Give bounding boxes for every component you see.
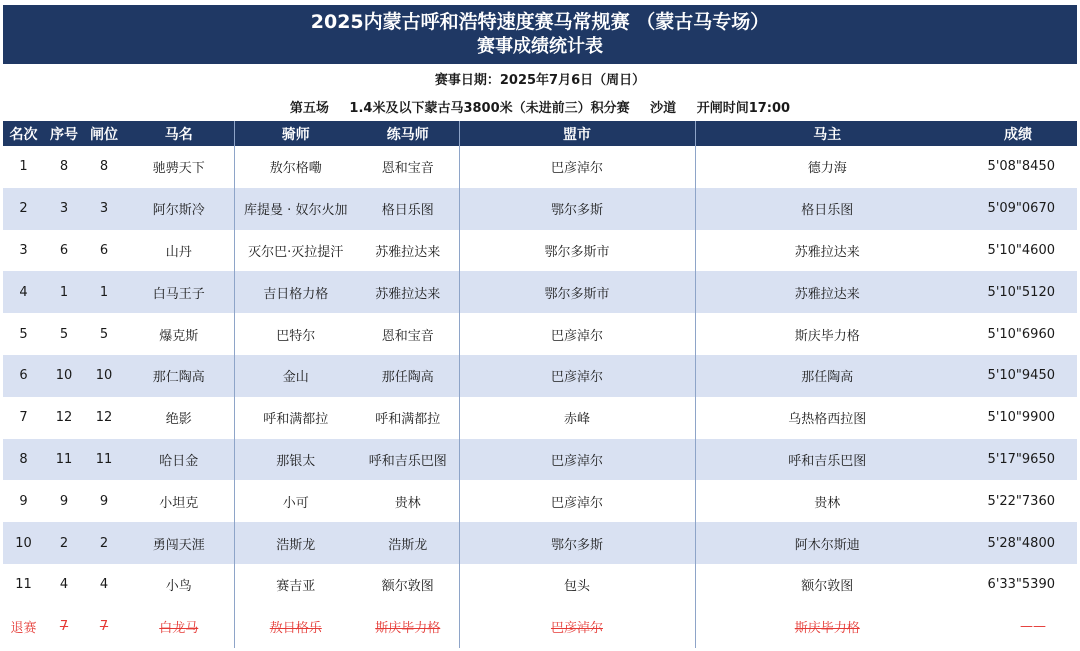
table-row-retired	[3, 606, 1077, 648]
cell-number: 11	[44, 439, 84, 481]
cell-rank: 3	[19, 242, 28, 258]
cell-result: 5'28"4800	[959, 522, 1077, 564]
cell-horse: 勇闯天涯	[124, 522, 234, 564]
cell-rank: 5	[19, 326, 28, 342]
cell-league: 巴彦淖尔	[459, 313, 695, 355]
cell-rank: 8	[3, 439, 44, 481]
cell-jockey: 小可	[234, 480, 357, 522]
header-row	[3, 121, 1077, 146]
cell-trainer: 恩和宝音	[381, 161, 434, 177]
cell-horse: 驰骋天下	[152, 161, 205, 177]
cell-trainer: 额尔敦图	[381, 579, 434, 595]
cell-owner: 格日乐图	[695, 188, 959, 230]
cell-gate: 9	[99, 493, 109, 509]
cell-jockey: 巴特尔	[234, 313, 357, 355]
cell-trainer: 格日乐图	[357, 188, 459, 230]
col-header-owner: 马主	[695, 121, 959, 146]
cell-owner: 苏雅拉达来	[695, 230, 959, 272]
cell-jockey: 敖尔格嘞	[234, 146, 357, 188]
col-header-league: 盟市	[459, 121, 695, 146]
cell-league: 赤峰	[459, 397, 695, 439]
table-row	[3, 188, 1077, 230]
cell-trainer: 呼和吉乐巴图	[357, 439, 459, 481]
race-category: 1.4米及以下蒙古马3800米（未进前三）积分赛	[349, 101, 630, 116]
cell-result: 5'22"7360	[987, 493, 1055, 509]
cell-jockey: 那银太	[234, 439, 357, 481]
cell-number: 4	[59, 577, 69, 593]
cell-number: 9	[59, 493, 69, 509]
cell-result: 5'17"9650	[959, 439, 1077, 481]
col-header-jockey: 骑师	[234, 121, 357, 146]
cell-horse: 小坦克	[159, 495, 199, 511]
cell-trainer: 斯庆毕力格	[375, 621, 441, 637]
cell-result: 5'10"4600	[987, 242, 1055, 258]
cell-rank: 11	[15, 577, 32, 593]
cell-gate: 2	[84, 522, 124, 564]
col-header-trainer: 练马师	[357, 121, 459, 146]
cell-jockey: 浩斯龙	[234, 522, 357, 564]
cell-horse: 哈日金	[124, 439, 234, 481]
cell-rank: 1	[19, 159, 28, 175]
table-row	[3, 313, 1077, 355]
cell-trainer: 呼和满都拉	[375, 412, 441, 428]
cell-owner: 那任陶高	[695, 355, 959, 397]
table-row	[3, 271, 1077, 313]
cell-rank: 6	[3, 355, 44, 397]
cell-gate: 8	[99, 159, 109, 175]
cell-owner: 呼和吉乐巴图	[695, 439, 959, 481]
cell-owner: 额尔敦图	[695, 564, 959, 606]
col-header-rank: 名次	[3, 121, 44, 146]
cell-result: 5'10"9900	[987, 410, 1055, 426]
cell-league: 巴彦淖尔	[459, 146, 695, 188]
start-time: 开闸时间17:00	[696, 101, 791, 116]
cell-league: 包头	[459, 564, 695, 606]
col-header-result: 成绩	[959, 121, 1077, 146]
cell-number: 7	[59, 619, 69, 635]
cell-trainer: 恩和宝音	[381, 328, 434, 344]
table-row	[3, 355, 1077, 397]
cell-jockey: 灭尔巴·灭拉提汗	[234, 230, 357, 272]
cell-trainer: 苏雅拉达来	[375, 244, 441, 260]
cell-number: 12	[55, 410, 73, 426]
cell-owner: 乌热格西拉图	[695, 397, 959, 439]
cell-number: 5	[59, 326, 69, 342]
cell-rank: 4	[3, 271, 44, 313]
race-date: 赛事日期：2025年7月6日（周日）	[434, 73, 646, 88]
cell-rank: 退赛	[10, 621, 37, 637]
title-banner	[3, 5, 1077, 64]
table-row	[3, 564, 1077, 606]
cell-result: 5'10"5120	[959, 271, 1077, 313]
cell-result: 5'10"9450	[959, 355, 1077, 397]
cell-number: 10	[44, 355, 84, 397]
cell-gate: 12	[95, 410, 113, 426]
cell-gate: 3	[84, 188, 124, 230]
cell-horse: 山丹	[165, 244, 192, 260]
cell-gate: 1	[84, 271, 124, 313]
table-row	[3, 522, 1077, 564]
cell-result: 6'33"5390	[987, 577, 1055, 593]
cell-horse: 白龙马	[159, 621, 199, 637]
cell-rank: 7	[19, 410, 28, 426]
cell-gate: 7	[99, 619, 109, 635]
cell-horse: 小鸟	[165, 579, 192, 595]
cell-result: 5'08"8450	[987, 159, 1055, 175]
cell-jockey: 呼和满都拉	[234, 397, 357, 439]
cell-league: 鄂尔多斯市	[459, 271, 695, 313]
cell-trainer: 浩斯龙	[357, 522, 459, 564]
cell-owner: 阿木尔斯迪	[695, 522, 959, 564]
cell-league: 鄂尔多斯	[459, 522, 695, 564]
cell-result: 5'09"0670	[959, 188, 1077, 230]
table-row	[3, 397, 1077, 439]
cell-horse: 绝影	[165, 412, 192, 428]
cell-rank: 9	[19, 493, 28, 509]
race-info	[0, 99, 1080, 119]
cell-gate: 10	[84, 355, 124, 397]
cell-number: 1	[44, 271, 84, 313]
cell-horse: 阿尔斯冷	[124, 188, 234, 230]
cell-owner: 斯庆毕力格	[695, 313, 959, 355]
cell-horse: 那仁陶高	[124, 355, 234, 397]
cell-jockey: 吉日格力格	[234, 271, 357, 313]
cell-owner: 苏雅拉达来	[695, 271, 959, 313]
table-row	[3, 439, 1077, 481]
cell-number: 8	[59, 159, 69, 175]
results-table	[3, 121, 1077, 648]
cell-jockey: 敖日格乐	[234, 606, 357, 648]
cell-rank: 10	[3, 522, 44, 564]
page-title: 2025内蒙古呼和浩特速度赛马常规赛 （蒙古马专场）	[310, 11, 770, 33]
cell-league: 鄂尔多斯	[459, 188, 695, 230]
cell-owner: 斯庆毕力格	[695, 606, 959, 648]
cell-league: 巴彦淖尔	[459, 480, 695, 522]
cell-jockey: 库提曼 · 奴尔火加	[234, 188, 357, 230]
cell-league: 巴彦淖尔	[459, 355, 695, 397]
cell-owner: 德力海	[695, 146, 959, 188]
cell-owner: 贵林	[695, 480, 959, 522]
cell-result: 5'10"6960	[987, 326, 1055, 342]
table-row	[3, 230, 1077, 272]
cell-gate: 11	[84, 439, 124, 481]
cell-horse: 爆克斯	[159, 328, 199, 344]
cell-jockey: 金山	[234, 355, 357, 397]
cell-gate: 5	[99, 326, 109, 342]
cell-league: 巴彦淖尔	[459, 439, 695, 481]
cell-rank: 2	[3, 188, 44, 230]
table-row	[3, 146, 1077, 188]
cell-horse: 白马王子	[124, 271, 234, 313]
cell-trainer: 苏雅拉达来	[357, 271, 459, 313]
cell-gate: 6	[99, 242, 109, 258]
col-header-gate: 闸位	[84, 121, 124, 146]
track-type: 沙道	[650, 101, 677, 116]
cell-gate: 4	[99, 577, 109, 593]
cell-trainer: 那任陶高	[357, 355, 459, 397]
cell-league: 鄂尔多斯市	[459, 230, 695, 272]
cell-number: 2	[44, 522, 84, 564]
col-header-number: 序号	[44, 121, 84, 146]
cell-number: 3	[44, 188, 84, 230]
cell-trainer: 贵林	[394, 495, 421, 511]
cell-result: ——	[1020, 619, 1046, 635]
race-number: 第五场	[289, 101, 329, 116]
cell-jockey: 赛吉亚	[234, 564, 357, 606]
cell-league: 巴彦淖尔	[459, 606, 695, 648]
cell-number: 6	[59, 242, 69, 258]
col-header-horse: 马名	[124, 121, 234, 146]
table-row	[3, 480, 1077, 522]
page-subtitle: 赛事成绩统计表	[477, 36, 603, 57]
